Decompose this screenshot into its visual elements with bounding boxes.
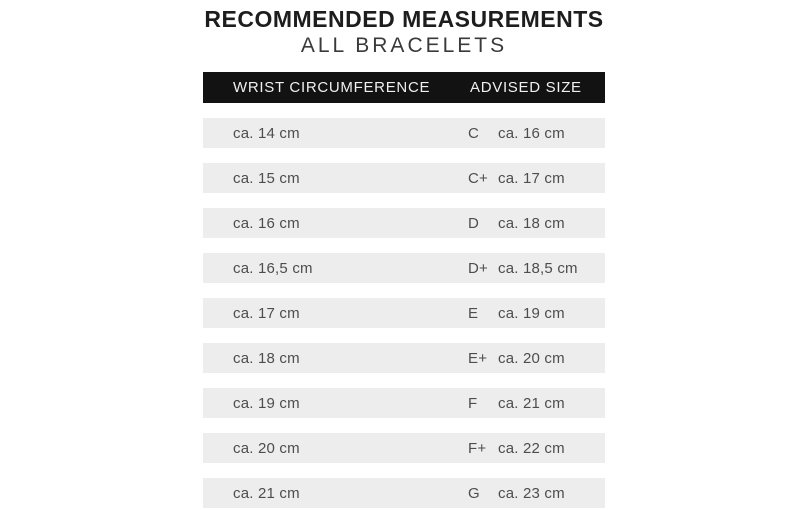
table-row <box>203 433 605 463</box>
wrist-circumference-value: ca. 16 cm <box>233 214 300 232</box>
wrist-circumference-value: ca. 16,5 cm <box>233 259 313 277</box>
table-row <box>203 388 605 418</box>
table-row <box>203 343 605 373</box>
size-letter-value: C <box>468 124 480 142</box>
page-title: RECOMMENDED MEASUREMENTS <box>204 6 604 32</box>
table-row <box>203 208 605 238</box>
size-letter-value: F+ <box>468 439 487 457</box>
wrist-circumference-value: ca. 18 cm <box>233 349 300 367</box>
table-row <box>203 478 605 508</box>
size-guide-page <box>0 5 808 510</box>
size-letter-value: G <box>468 484 480 502</box>
table-row <box>203 118 605 148</box>
wrist-circumference-value: ca. 19 cm <box>233 394 300 412</box>
size-letter-value: D <box>468 214 480 232</box>
wrist-circumference-value: ca. 20 cm <box>233 439 300 457</box>
size-measurement-value: ca. 18,5 cm <box>498 259 578 277</box>
table-body <box>203 118 605 508</box>
size-measurement-value: ca. 23 cm <box>498 484 565 502</box>
table-row <box>203 253 605 283</box>
wrist-circumference-value: ca. 15 cm <box>233 169 300 187</box>
size-measurement-value: ca. 18 cm <box>498 214 565 232</box>
wrist-circumference-value: ca. 17 cm <box>233 304 300 322</box>
size-letter-value: E+ <box>468 349 488 367</box>
size-measurement-value: ca. 21 cm <box>498 394 565 412</box>
page-subtitle: ALL BRACELETS <box>300 34 508 57</box>
column-header-wrist-circumference: WRIST CIRCUMFERENCE <box>233 79 431 96</box>
table-header-row <box>203 72 605 103</box>
column-header-advised-size: ADVISED SIZE <box>470 79 582 96</box>
table-row <box>203 298 605 328</box>
size-letter-value: C+ <box>468 169 488 187</box>
size-letter-value: D+ <box>468 259 488 277</box>
wrist-circumference-value: ca. 14 cm <box>233 124 300 142</box>
table-row <box>203 163 605 193</box>
size-letter-value: E <box>468 304 479 322</box>
size-letter-value: F <box>468 394 478 412</box>
size-measurement-value: ca. 22 cm <box>498 439 565 457</box>
size-table <box>203 72 605 508</box>
size-measurement-value: ca. 20 cm <box>498 349 565 367</box>
size-measurement-value: ca. 17 cm <box>498 169 565 187</box>
wrist-circumference-value: ca. 21 cm <box>233 484 300 502</box>
size-measurement-value: ca. 19 cm <box>498 304 565 322</box>
size-measurement-value: ca. 16 cm <box>498 124 565 142</box>
